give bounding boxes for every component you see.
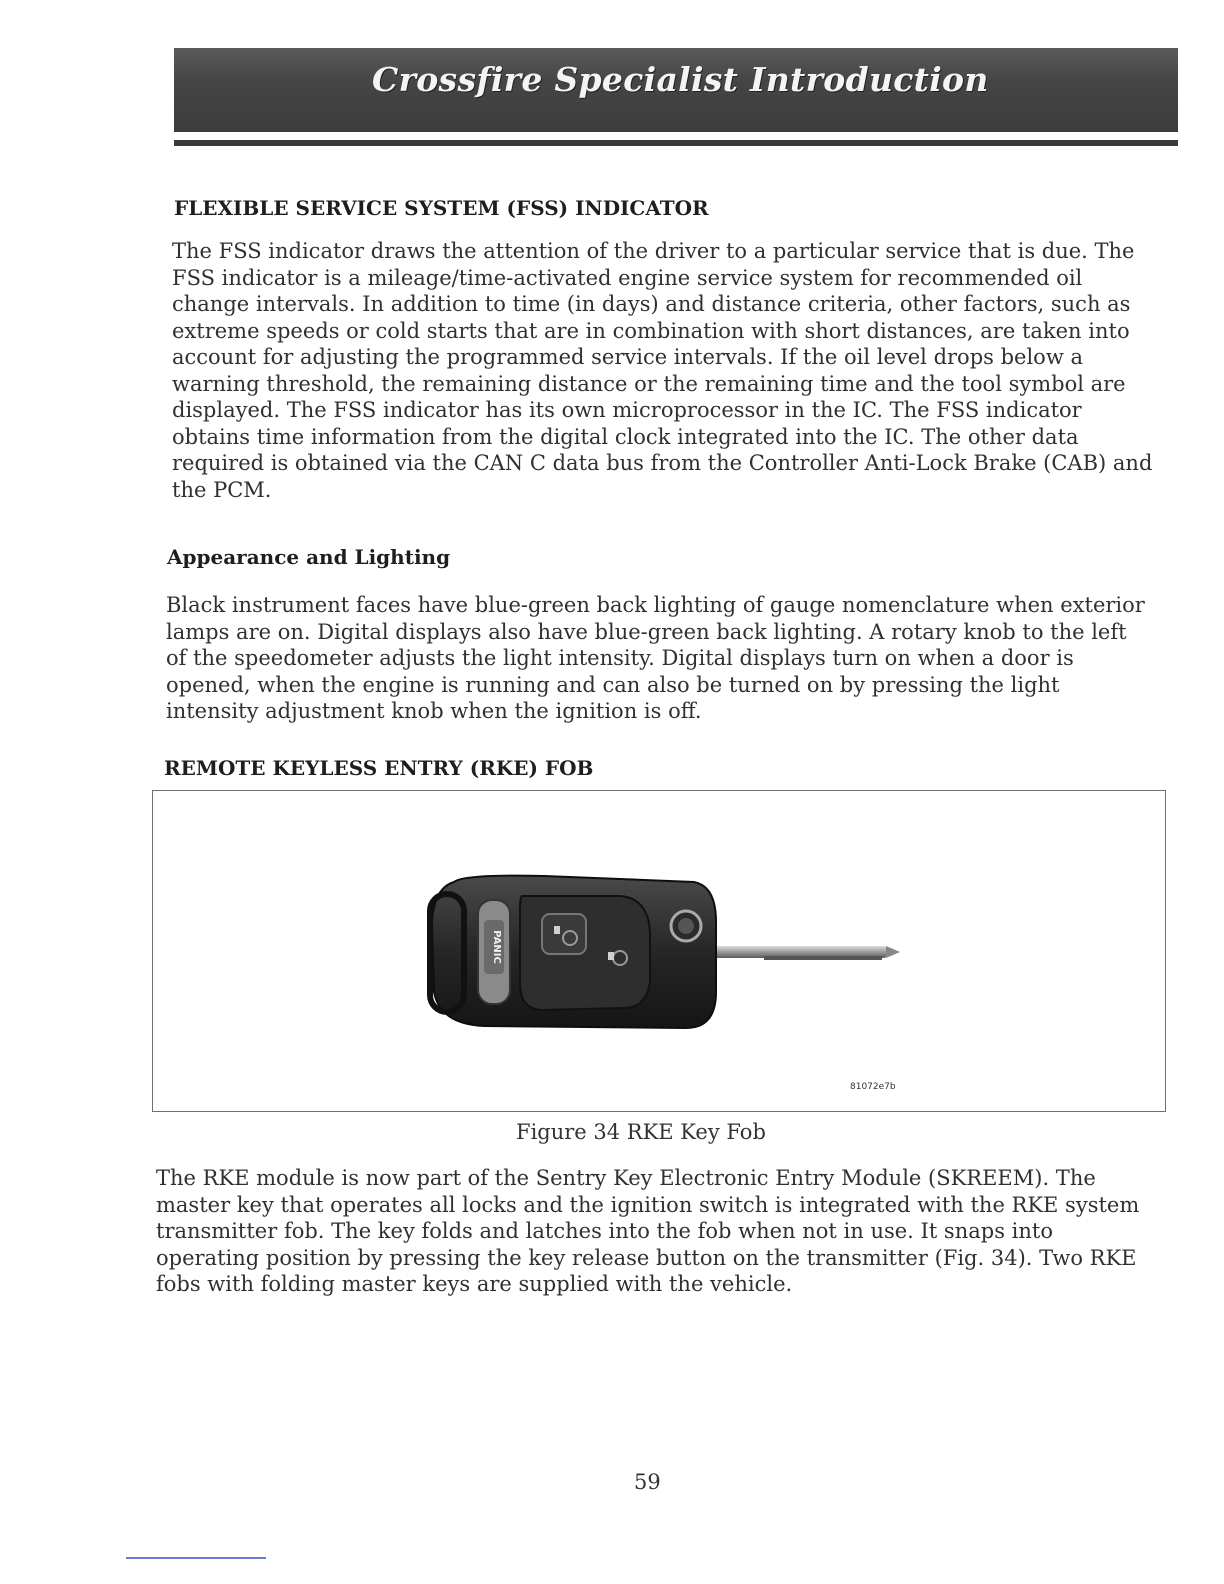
key-blade: [710, 946, 900, 960]
lock-icon: [542, 914, 586, 954]
header-banner: [174, 48, 1178, 132]
figure-image-id: 81072e7b: [850, 1082, 896, 1092]
header-divider: [174, 140, 1178, 146]
banner-title: Crossfire Specialist Introduction: [372, 60, 989, 99]
page-number: 59: [634, 1470, 661, 1494]
lock-unlock-button-cluster: [520, 896, 650, 1010]
appearance-heading: Appearance and Lighting: [167, 545, 451, 569]
key-release-button: [671, 911, 701, 941]
panic-label: PANIC: [491, 930, 502, 964]
figure-caption: Figure 34 RKE Key Fob: [516, 1120, 766, 1144]
appearance-paragraph: Black instrument faces have blue-green back lighting of gauge nomenclature when exterior lamps are on. Digital displays also have blue-green back lighting. A rotary knob to the left of the speedometer adjusts the light intensity. Digital displays turn on when a door is opened, when the engine is running and can also be turned on by pressing the light intensity adjustment knob when the ignition is off.: [166, 593, 1145, 723]
panic-button: [478, 900, 510, 1004]
fss-heading: FLEXIBLE SERVICE SYSTEM (FSS) INDICATOR: [174, 196, 709, 220]
key-fob-illustration: [424, 872, 904, 1034]
rke-heading: REMOTE KEYLESS ENTRY (RKE) FOB: [164, 756, 594, 780]
footer-mark: [126, 1557, 266, 1559]
rke-paragraph: The RKE module is now part of the Sentry Key Electronic Entry Module (SKREEM). The master key that operates all locks and the ignition switch is integrated with the RKE system transmitter fob. The key folds and latches into the fob when not in use. It snaps into operating position by pressing the key release button on the transmitter (Fig. 34). Two RKE fobs with folding master keys are supplied with the vehicle.: [156, 1166, 1140, 1296]
fss-paragraph: The FSS indicator draws the attention of the driver to a particular service that is due. The FSS indicator is a mileage/time-activated engine service system for recommended oil change intervals. In addition to time (in days) and distance criteria, other factors, such as extreme speeds or cold starts that are in combination with short distances, are taken into account for adjusting the programmed service intervals. If the oil level drops below a warning threshold, the remaining distance or the remaining time and the tool symbol are displayed. The FSS indicator has its own microprocessor in the IC. The FSS indicator obtains time information from the digital clock integrated into the IC. The other data required is obtained via the CAN C data bus from the Controller Anti-Lock Brake (CAB) and the PCM.: [172, 239, 1153, 502]
